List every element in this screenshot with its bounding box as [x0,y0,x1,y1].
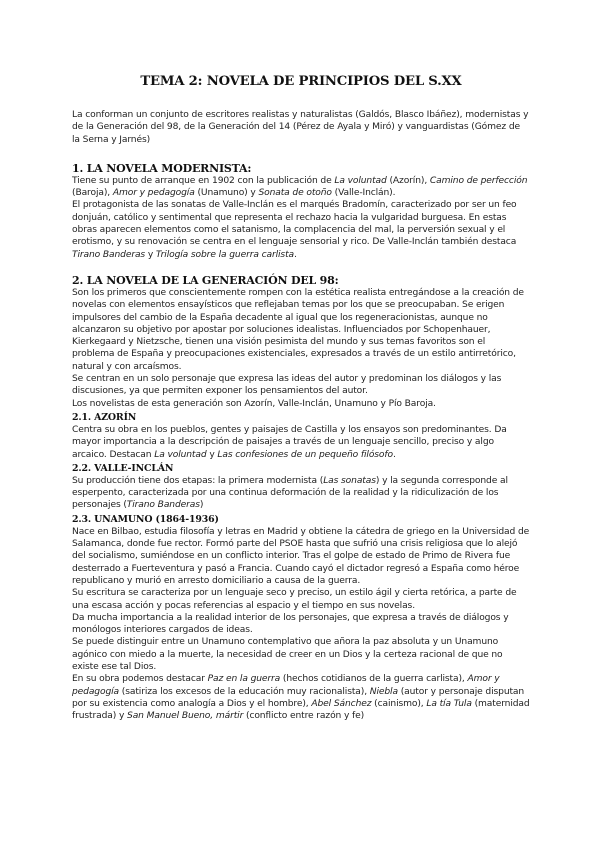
work-title: Trilogía sobre la guerra carlista [155,249,294,260]
section-generacion-98 [72,274,530,723]
page-title: TEMA 2: NOVELA DE PRINCIPIOS DEL S.XX [140,74,462,89]
intro-paragraph: La conforman un conjunto de escritores realistas y naturalistas (Galdós, Blasco Ibáñez), modernistas y de la Generación del 98, de la Generación del 14 (Pérez de Ayala y Miró) y vanguardistas (Gómez de la Serna y Jarnés) [72,110,529,145]
work-title: La tía Tula [426,698,472,709]
work-title: La voluntad [334,175,387,186]
unamuno-paragraph-5: En su obra podemos destacar Paz en la guerra (hechos cotidianos de la guerra carlista), Amor y pedagogía (satiriza los excesos de la educación muy racionalista), Niebla (autor y personaje disputan por su existencia como analogía a Dios y el hombre), Abel Sánchez (cainismo), La tía Tula (maternidad frustrada) y San Manuel Bueno, mártir (conflicto entre razón y fe) [72,674,530,722]
valle-inclan-paragraph: Su producción tiene dos etapas: la primera modernista (Las sonatas) y la segunda corresponde al esperpento, caracterizada por una continua deformación de la realidad y la ridiculización de los personajes (Tirano Banderas) [72,475,508,511]
unamuno-paragraph-2: Su escritura se caracteriza por un lenguaje seco y preciso, un estilo ágil y cierta retórica, a parte de una escasa acción y pocas referencias al espacio y el tiempo en sus novelas. [72,588,517,611]
subsection-heading-valle-inclan: 2.2. VALLE-INCLÁN [72,462,174,474]
work-title: San Manuel Bueno, mártir [127,711,244,722]
gen98-paragraph-1: Son los primeros que conscientemente rompen con la estética realista entregándose a la creación de novelas con elementos ensayísticos que reflejaban temas por los que se preocupaban. Se erigen impulsores del cambio de la España decadente al igual que los regeneracionistas, aunque no alcanzaron su objetivo por apostar por soluciones idealistas. Influenciados por Schopenhauer, Kierkegaard y Nietzsche, tienen una visión pesimista del mundo y sus temas favoritos son el problema de España y preocupaciones existenciales, expresados a través de un estilo antirretórico, natural y con arcaísmos. [72,287,524,372]
section-novela-modernista [72,162,530,261]
work-title: Las confesiones de un pequeño filósofo [217,449,393,460]
work-title: Las sonatas [323,475,376,486]
modernista-paragraph-2: El protagonista de las sonatas de Valle-Inclán es el marqués Bradomín, caracterizado por ser un feo donjuán, católico y sentimental que representa el rechazo hacia la vulgaridad burguesa. En estas obras aparecen elementos como el satanismo, la complacencia del mal, la perversión sexual y el erotismo, y su renovación se centra en el lenguaje sensorial y rico. De Valle-Inclán también destaca Tirano Banderas y Trilogía sobre la guerra carlista. [72,200,517,260]
gen98-paragraph-2: Se centran en un solo personaje que expresa las ideas del autor y predominan los diálogos y las discusiones, ya que permiten exponer los pensamientos del autor. [72,374,502,397]
unamuno-paragraph-1: Nace en Bilbao, estudia filosofía y letras en Madrid y obtiene la cátedra de griego en la Universidad de Salamanca, donde fue rector. Formó parte del PSOE hasta que sufrió una crisis religiosa que lo alejó del socialismo, sumiéndose en un conflicto interior. Tras el golpe de estado de Primo de Rivera fue desterrado a Fuerteventura y pasó a Francia. Cuando cayó el dictador regresó a España como héroe republicano y murió en arresto domiciliario a causa de la guerra. [72,526,530,586]
unamuno-paragraph-3: Da mucha importancia a la realidad interior de los personajes, que expresa a través de diálogos y monólogos interiores cargados de ideas. [72,612,509,636]
section-heading-1: 1. LA NOVELA MODERNISTA: [72,161,252,175]
work-title: Sonata de otoño [258,188,332,199]
work-title: Niebla [369,686,398,697]
gen98-paragraph-3: Los novelistas de esta generación son Azorín, Valle-Inclán, Unamuno y Pío Baroja. [72,398,436,409]
work-title: La voluntad [154,449,207,460]
work-title: Tirano Banderas [72,249,146,260]
work-title: Camino de perfección [429,175,528,186]
work-title: Amor y pedagogía [112,188,195,199]
modernista-paragraph-1: Tiene su punto de arranque en 1902 con la publicación de La voluntad (Azorín), Camino de perfección (Baroja), Amor y pedagogía (Unamuno) y Sonata de otoño (Valle-Inclán). [72,175,528,199]
work-title: Abel Sánchez [311,698,372,709]
section-heading-2: 2. LA NOVELA DE LA GENERACIÓN DEL 98: [72,273,339,287]
azorin-paragraph: Centra su obra en los pueblos, gentes y paisajes de Castilla y los ensayos son predominantes. Da mayor importancia a la descripción de paisajes a través de un lenguaje sencillo, preciso y algo arcaico. Destacan La voluntad y Las confesiones de un pequeño filósofo. [72,424,507,460]
work-title: Paz en la guerra [207,674,281,685]
work-title: Amor y pedagogía [72,674,500,697]
subsection-heading-azorin: 2.1. AZORÍN [72,411,137,423]
unamuno-paragraph-4: Se puede distinguir entre un Unamuno contemplativo que añora la paz absoluta y un Unamuno agónico con miedo a la muerte, la necesidad de creer en un Dios y la certeza racional de que no existe ese tal Dios. [72,637,503,672]
subsection-heading-unamuno: 2.3. UNAMUNO (1864-1936) [72,513,219,525]
work-title: Tirano Banderas [126,500,200,511]
